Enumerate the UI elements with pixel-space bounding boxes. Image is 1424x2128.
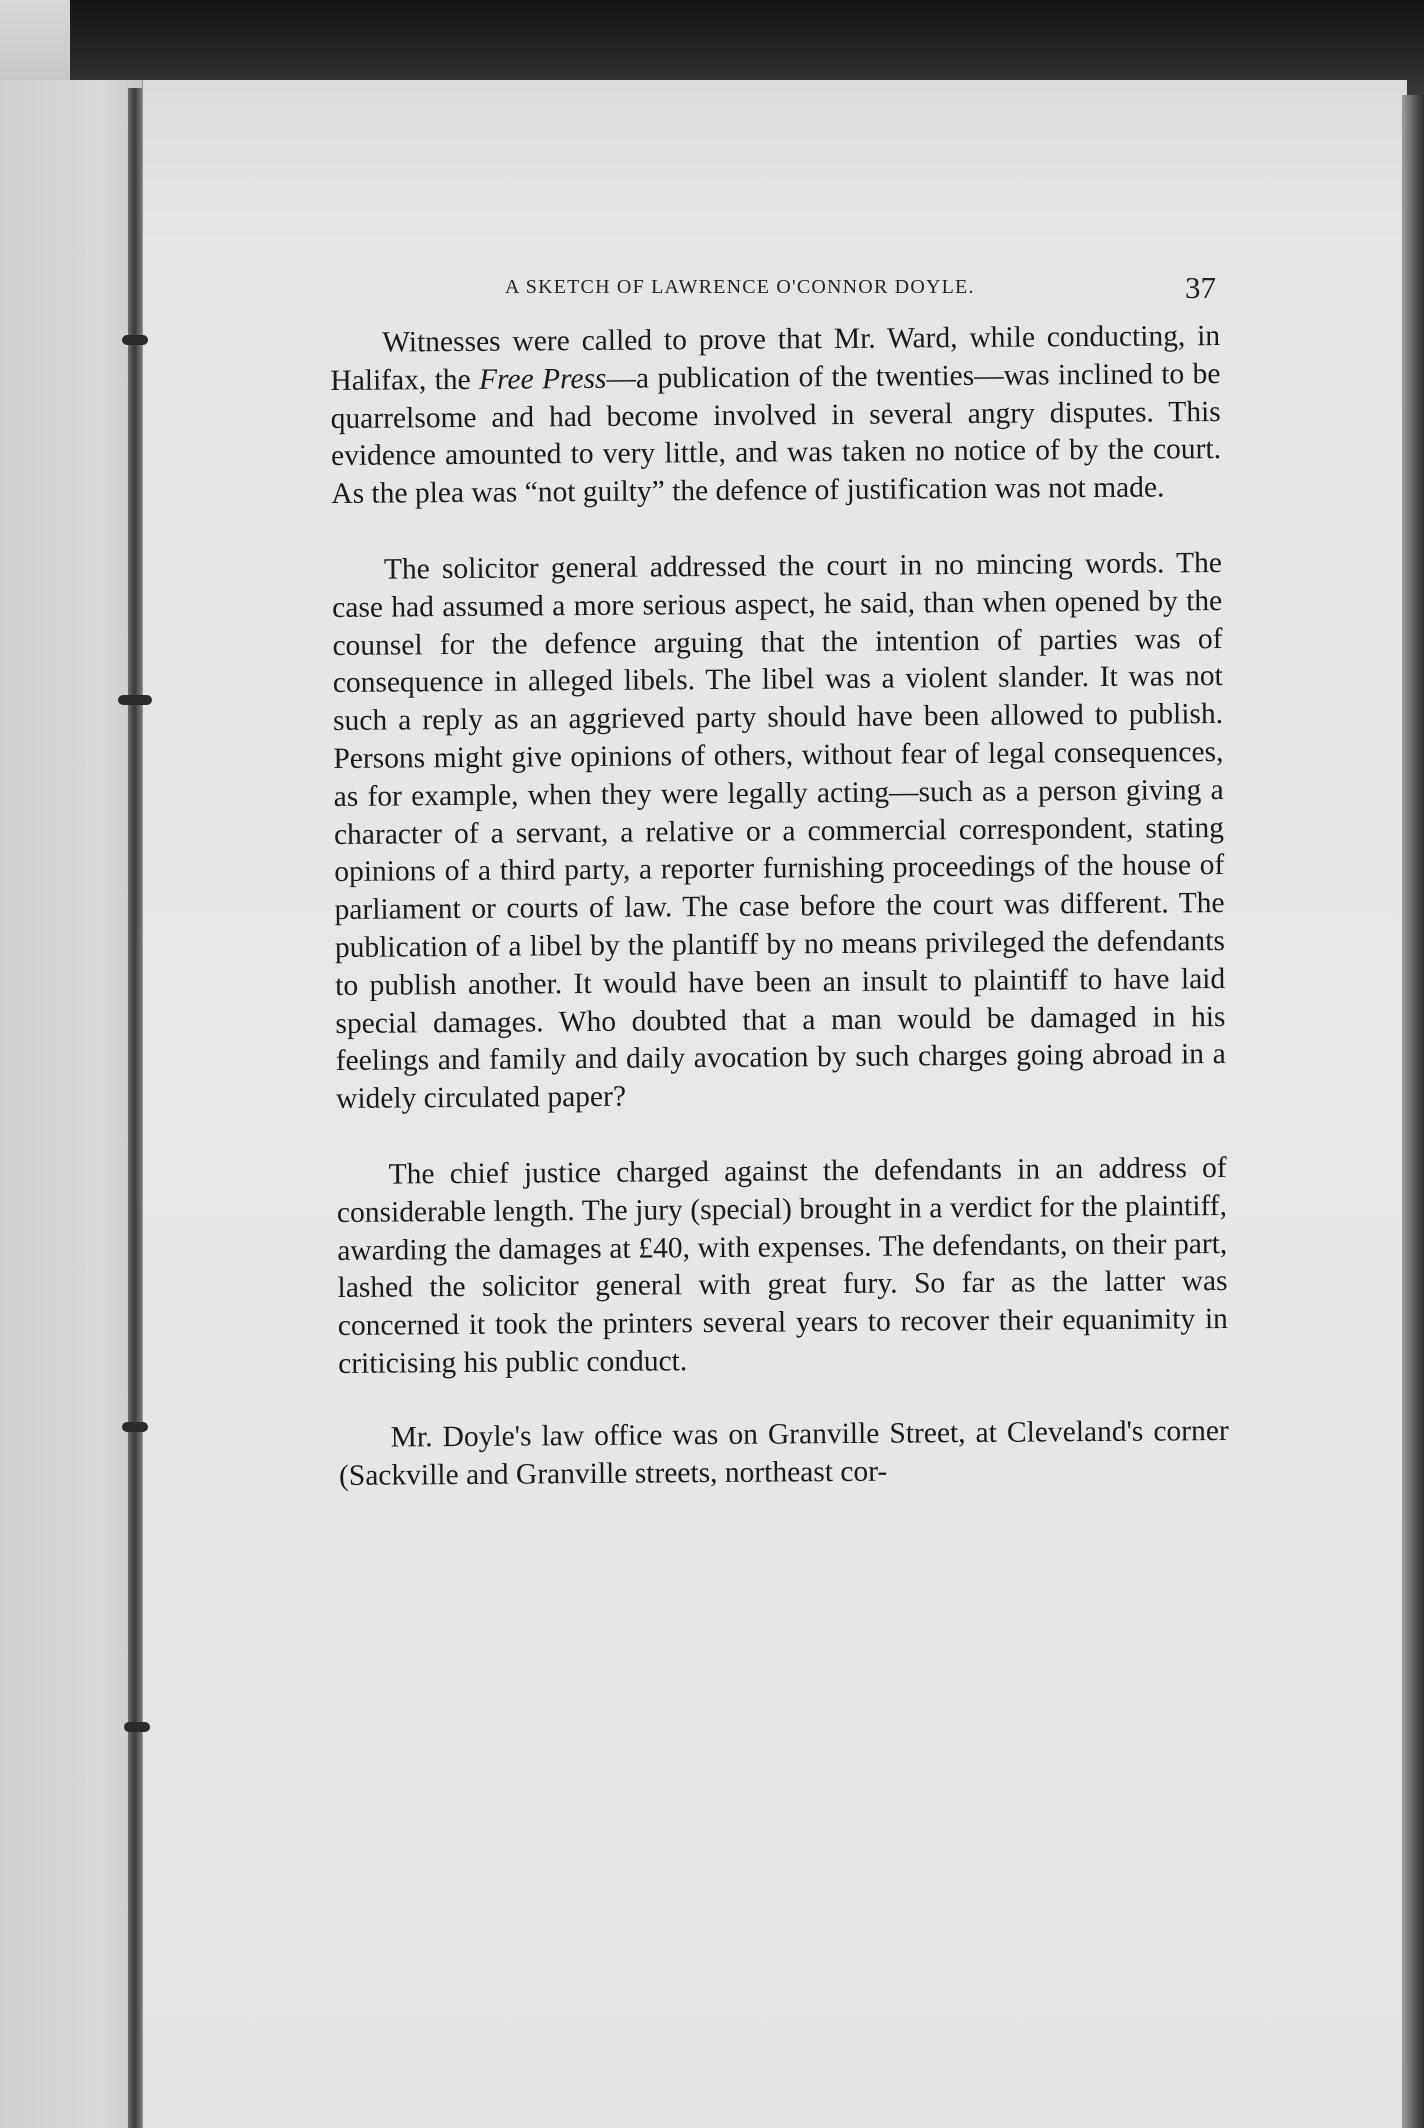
binding-stitch	[122, 335, 148, 345]
binding-stitch	[122, 1422, 148, 1432]
body-text	[330, 318, 1229, 1495]
paragraph-text: —a publication of the twenties—was inclined to be quarrelsome and had become involved in several angry disputes. This evidence amounted to very little, and was taken no notice of by the court. As the plea was “not guilty” the defence of justification was not made.	[330, 357, 1222, 511]
paragraph: Mr. Doyle's law office was on Granville Street, at Cleveland's corner (Sackville and Granville streets, northeast cor-	[338, 1414, 1229, 1492]
facing-page-edge	[0, 80, 145, 2128]
facing-page-corner	[0, 0, 70, 80]
page-edge-shadow	[1402, 95, 1424, 2128]
paragraph: The chief justice charged against the defendants in an address of considerable length. The jury (special) brought in a verdict for the plaintiff, awarding the damages at £40, with expenses. The defendants, on their part, lashed the solicitor general with great fury. So far as the latter was concerned it took the printers several years to recover their equanimity in criticising his public conduct.	[336, 1151, 1228, 1380]
binding-stitch	[124, 1722, 150, 1732]
paragraph-text: Witnesses were called to prove that Mr. Ward, while conducting, in Halifax, the	[330, 320, 1221, 397]
paragraph	[330, 318, 1221, 514]
running-head: A SKETCH OF LAWRENCE O'CONNOR DOYLE.	[505, 276, 975, 298]
page-number: 37	[1185, 270, 1216, 305]
italic-title: Free Press	[478, 362, 607, 396]
book-spine	[128, 88, 142, 2128]
binding-stitch	[118, 695, 152, 705]
paragraph: The solicitor general addressed the court in no mincing words. The case had assumed a more serious aspect, he said, than when opened by the counsel for the defence arguing that the intention of parties was of consequence in alleged libels. The libel was a violent slander. It was not such a reply as an aggrieved party should have been allowed to publish. Persons might give opinions of others, without fear of legal consequences, as for example, when they were legally acting—such as a person giving a character of a servant, a relative or a commercial correspondent, stating opinions of a third party, a reporter furnishing proceedings of the house of parliament or courts of law. The case before the court was different. The publication of a libel by the plantiff by no means privileged the defendants to publish another. It would have been an insult to plaintiff to have laid special damages. Who doubted that a man would be damaged in his feelings and family and daily avocation by such charges going abroad in a widely circulated paper?	[332, 546, 1226, 1116]
